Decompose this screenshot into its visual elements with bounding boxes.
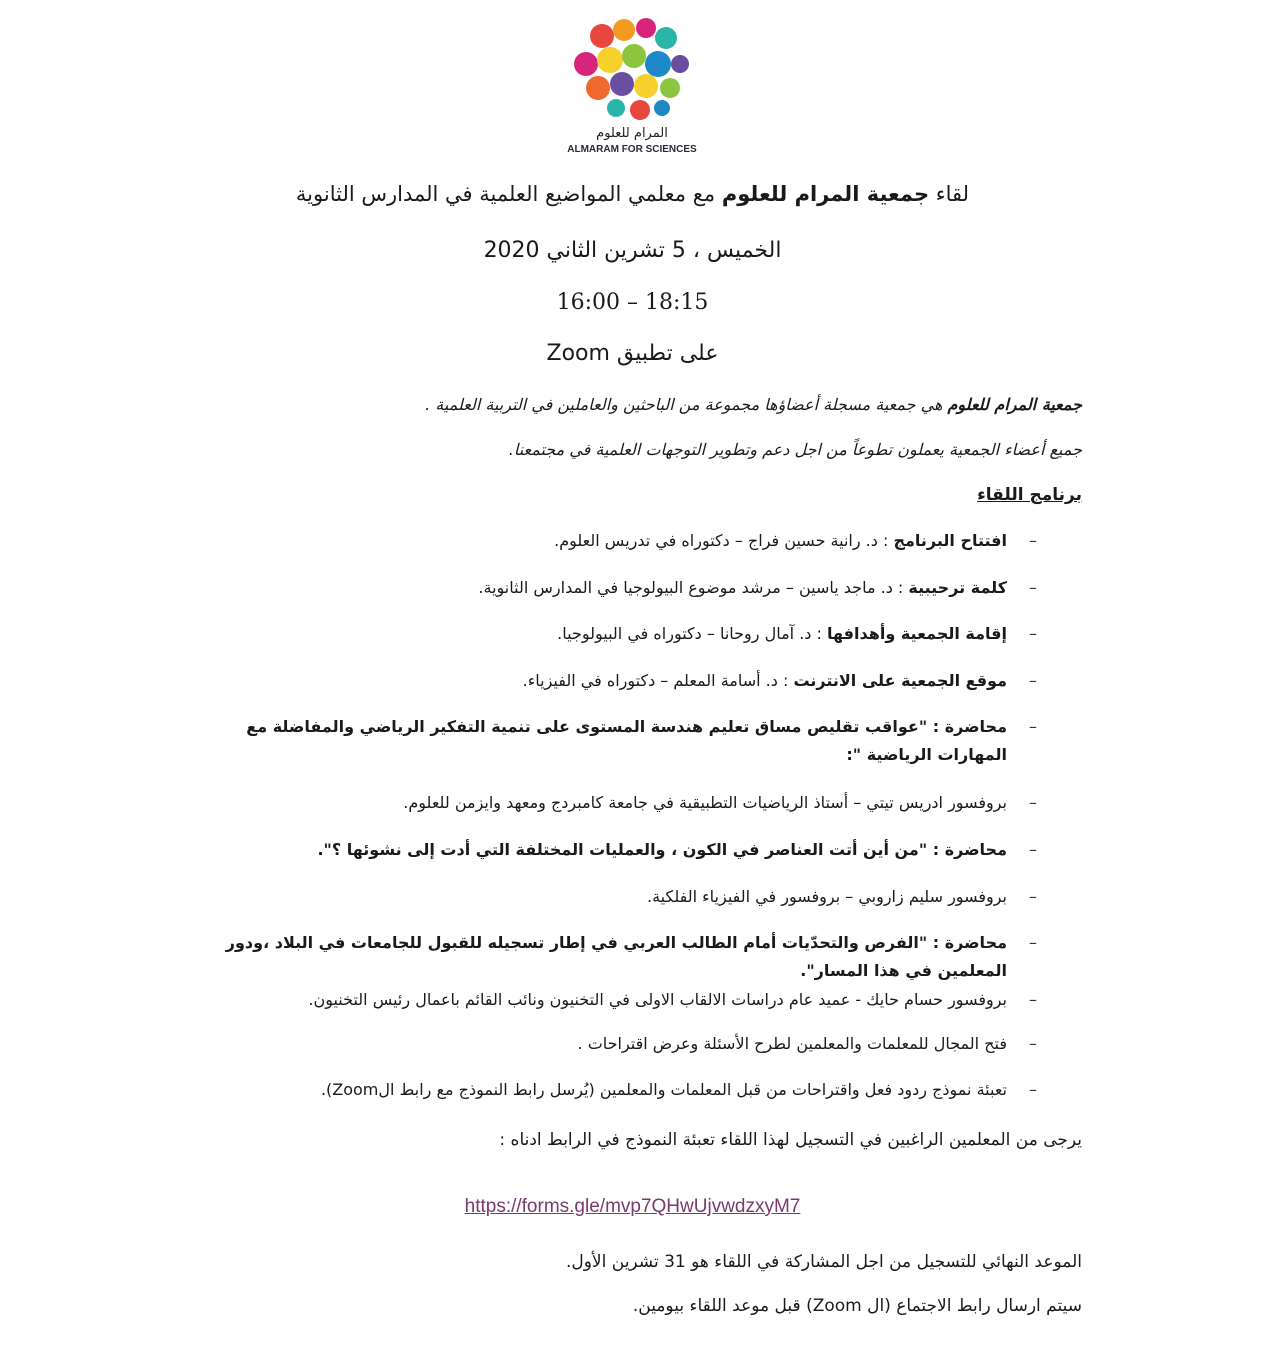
list-bullet: – <box>1029 717 1037 736</box>
item-bold: إقامة الجمعية وأهدافها <box>826 624 1007 643</box>
list-bullet: – <box>1029 578 1037 597</box>
item-text: : د. رانية حسين فراج – دكتوراه في تدريس العلوم. <box>554 531 894 550</box>
list-item: تعبئة نموذج ردود فعل واقتراحات من قبل المعلمات والمعلمين (يُرسل رابط النموذج مع رابط الZoom). <box>320 1080 1007 1099</box>
list-item <box>523 667 1007 695</box>
title-org: جمعية المرام للعلوم <box>721 182 930 206</box>
list-bullet: – <box>1029 933 1037 952</box>
registration-link[interactable]: https://forms.gle/mvp7QHwUjvwdzxyM7 <box>464 1196 801 1217</box>
list-item <box>557 620 1007 648</box>
item-text: : د. أسامة المعلم – دكتوراه في الفيزياء. <box>522 671 794 690</box>
item-bold: موقع الجمعية على الانترنت <box>793 671 1007 690</box>
intro-org-name: جمعية المرام للعلوم <box>947 395 1082 414</box>
list-item: بروفسور ادريس تيتي – أستاذ الرياضيات التطبيقية في جامعة كامبردج ومعهد وايزمن للعلوم. <box>403 793 1007 812</box>
list-bullet: – <box>1029 531 1037 550</box>
list-item: بروفسور حسام حايك - عميد عام دراسات الالقاب الاولى في التخنيون ونائب القائم باعمال رئيس التخنيون. <box>308 990 1007 1009</box>
list-bullet: – <box>1029 793 1037 812</box>
deadline-text: الموعد النهائي للتسجيل من اجل المشاركة في اللقاء هو 31 تشرين الأول. <box>565 1252 1082 1272</box>
meeting-platform: على تطبيق Zoom <box>546 341 719 366</box>
list-item: فتح المجال للمعلمات والمعلمين لطرح الأسئلة وعرض اقتراحات . <box>577 1034 1007 1053</box>
intro-line-2: جميع أعضاء الجمعية يعملون تطوعاً من اجل دعم وتطوير التوجهات العلمية في مجتمعنا. <box>508 440 1082 459</box>
list-bullet: – <box>1029 990 1037 1009</box>
zoom-note: سيتم ارسال رابط الاجتماع (ال Zoom) قبل موعد اللقاء بيومين. <box>632 1296 1082 1316</box>
registration-text: يرجى من المعلمين الراغبين في التسجيل لهذا اللقاء تعبئة النموذج في الرابط ادناه : <box>499 1130 1082 1150</box>
logo-arabic-name: المرام للعلوم <box>596 126 668 141</box>
list-item <box>317 836 1007 864</box>
list-bullet: – <box>1029 840 1037 859</box>
list-bullet: – <box>1029 624 1037 643</box>
logo-english-name: ALMARAM FOR SCIENCES <box>567 144 697 155</box>
list-item: بروفسور سليم زاروبي – بروفسور في الفيزياء الفلكية. <box>647 887 1007 906</box>
meeting-date: الخميس ، 5 تشرين الثاني 2020 <box>483 238 782 263</box>
item-bold: افتتاح البرنامج <box>893 531 1007 550</box>
title-prefix: لقاء <box>935 182 970 206</box>
item-bold: محاضرة : "الفرص والتحدّيات أمام الطالب العربي في إطار تسجيله للقبول للجامعات في البلاد ،ودور المعلمين في هذا المسار". <box>225 933 1007 980</box>
logo <box>562 14 702 156</box>
list-bullet: – <box>1029 887 1037 906</box>
program-title: برنامج اللقاء <box>977 485 1082 505</box>
intro-line-1-text: هي جمعية مسجلة أعضاؤها مجموعة من الباحثين والعاملين في التربية العلمية . <box>425 395 948 414</box>
list-item <box>187 929 1007 985</box>
item-text: : د. ماجد ياسين – مرشد موضوع البيولوجيا في المدارس الثانوية. <box>478 578 909 597</box>
logo-circles-icon <box>562 14 702 124</box>
list-item <box>187 713 1007 769</box>
item-bold: محاضرة : "من أين أتت العناصر في الكون ، والعمليات المختلفة التي أدت إلى نشوئها ؟". <box>317 840 1007 859</box>
item-text: : د. آمال روحانا – دكتوراه في البيولوجيا. <box>557 624 827 643</box>
list-bullet: – <box>1029 1080 1037 1099</box>
intro-line-1 <box>425 395 1082 414</box>
list-bullet: – <box>1029 1034 1037 1053</box>
list-item <box>478 574 1007 602</box>
title-suffix: مع معلمي المواضيع العلمية في المدارس الثانوية <box>295 182 716 206</box>
meeting-title <box>0 182 1265 206</box>
item-bold: محاضرة : "عواقب تقليص مساق تعليم هندسة المستوى على تنمية التفكير الرياضي والمفاضلة مع المهارات الرياضية ": <box>246 717 1007 764</box>
list-item <box>554 527 1007 555</box>
list-bullet: – <box>1029 671 1037 690</box>
item-bold: كلمة ترحيبية <box>908 578 1007 597</box>
meeting-time: 16:00 – 18:15 <box>556 290 709 315</box>
